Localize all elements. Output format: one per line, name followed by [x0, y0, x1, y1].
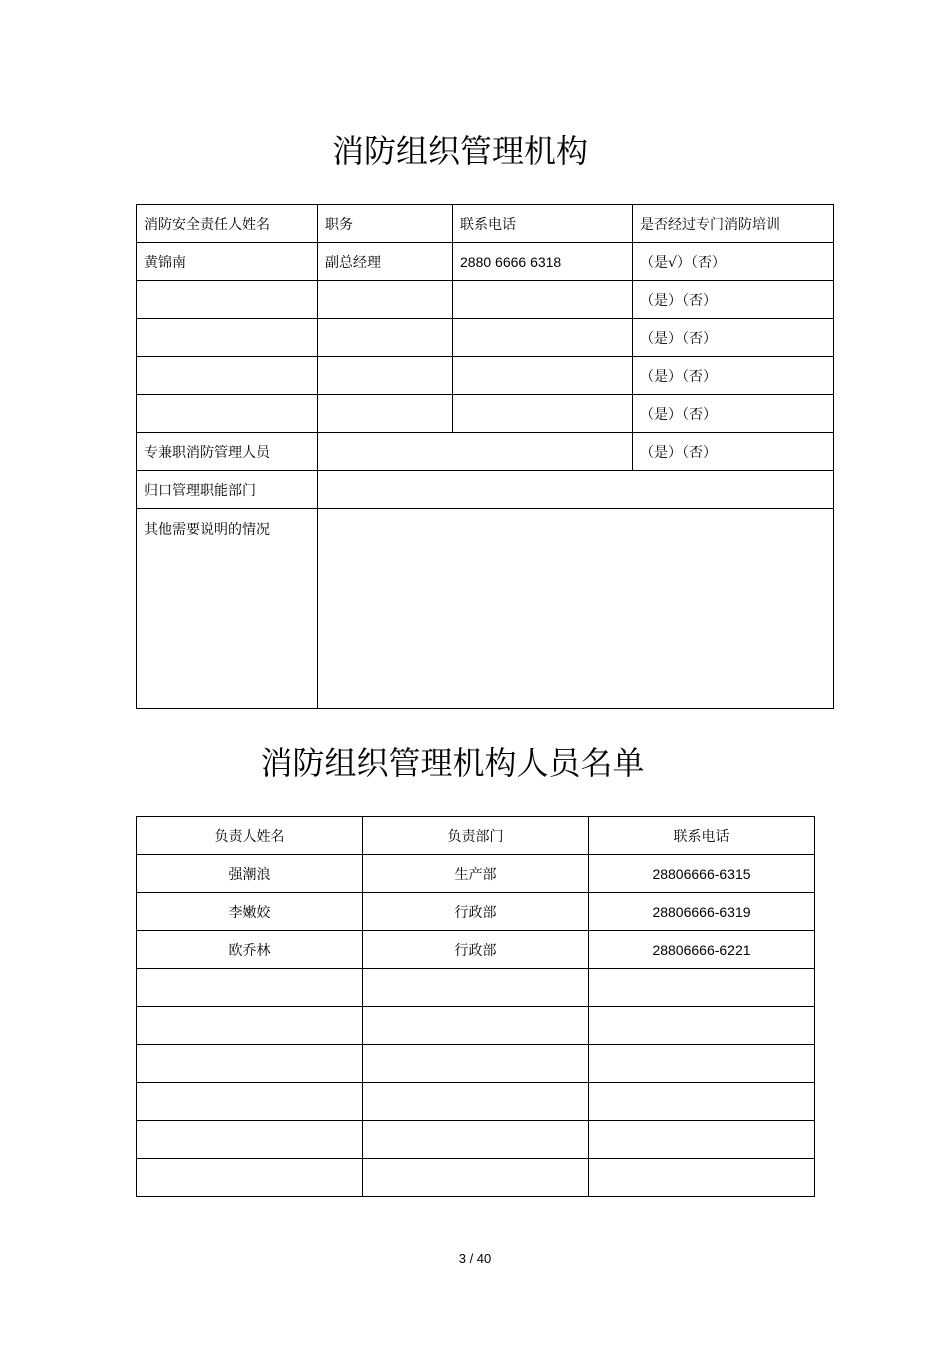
responsible-dept-value	[318, 471, 834, 509]
table-row	[137, 319, 834, 357]
table-cell	[453, 281, 633, 319]
fulltime-staff-value	[318, 433, 633, 471]
table-cell	[137, 1083, 363, 1121]
header-cell: 消防安全责任人姓名	[137, 205, 318, 243]
table-cell	[363, 1045, 589, 1083]
table-row	[137, 281, 834, 319]
header-cell: 联系电话	[589, 817, 815, 855]
fire-safety-org-table	[136, 204, 834, 709]
responsible-dept-row	[137, 471, 834, 509]
table-row	[137, 1121, 815, 1159]
table-row	[137, 1007, 815, 1045]
table-cell	[137, 319, 318, 357]
table-cell: （是）（否）	[633, 395, 834, 433]
page-title: 消防组织管理机构	[331, 132, 588, 170]
table-cell: 欧乔林	[137, 931, 363, 969]
table-row	[137, 395, 834, 433]
header-cell: 联系电话	[453, 205, 633, 243]
header-cell: 负责人姓名	[137, 817, 363, 855]
table-cell: 28806666-6319	[589, 893, 815, 931]
table-cell	[363, 1121, 589, 1159]
table-row	[137, 1159, 815, 1197]
table-row	[137, 969, 815, 1007]
table-row	[137, 855, 815, 893]
table-cell	[137, 281, 318, 319]
table-cell	[363, 1159, 589, 1197]
table-cell	[318, 281, 453, 319]
table-cell	[589, 1121, 815, 1159]
table-cell	[589, 1159, 815, 1197]
table-cell: （是）（否）	[633, 357, 834, 395]
table-header-row	[137, 817, 815, 855]
table-cell: 副总经理	[318, 243, 453, 281]
table-cell: 2880 6666 6318	[453, 243, 633, 281]
other-notes-label: 其他需要说明的情况	[137, 509, 318, 709]
table-cell	[589, 969, 815, 1007]
personnel-list-table	[136, 816, 815, 1197]
table-cell: 行政部	[363, 931, 589, 969]
table-cell: 强潮浪	[137, 855, 363, 893]
table-cell	[363, 1083, 589, 1121]
page-number: 3 / 40	[458, 1251, 492, 1266]
table-cell: 行政部	[363, 893, 589, 931]
table-cell	[137, 969, 363, 1007]
table-cell	[318, 395, 453, 433]
table-cell	[137, 1121, 363, 1159]
fulltime-staff-row	[137, 433, 834, 471]
table-cell: 李嫩姣	[137, 893, 363, 931]
table-cell	[589, 1007, 815, 1045]
table-row	[137, 243, 834, 281]
table-row	[137, 1045, 815, 1083]
table-cell	[137, 1159, 363, 1197]
table-cell	[137, 395, 318, 433]
table-cell: 黄锦南	[137, 243, 318, 281]
table-cell: 28806666-6315	[589, 855, 815, 893]
table-cell	[453, 357, 633, 395]
table-header-row	[137, 205, 834, 243]
table-row	[137, 931, 815, 969]
fulltime-staff-label: 专兼职消防管理人员	[137, 433, 318, 471]
header-cell: 职务	[318, 205, 453, 243]
table-cell	[318, 319, 453, 357]
table-cell	[589, 1045, 815, 1083]
table-cell	[137, 1045, 363, 1083]
table-row	[137, 1083, 815, 1121]
header-cell: 负责部门	[363, 817, 589, 855]
table-cell: 28806666-6221	[589, 931, 815, 969]
table-cell	[137, 357, 318, 395]
table-cell: （是√）（否）	[633, 243, 834, 281]
responsible-dept-label: 归口管理职能部门	[137, 471, 318, 509]
table-cell	[363, 969, 589, 1007]
table-cell: （是）（否）	[633, 319, 834, 357]
header-cell: 是否经过专门消防培训	[633, 205, 834, 243]
other-notes-value	[318, 509, 834, 709]
table-row	[137, 357, 834, 395]
table-cell: 生产部	[363, 855, 589, 893]
table-cell	[453, 395, 633, 433]
section-title: 消防组织管理机构人员名单	[260, 744, 645, 782]
other-notes-row	[137, 509, 834, 709]
table-cell	[318, 357, 453, 395]
fulltime-staff-training: （是）（否）	[633, 433, 834, 471]
table-cell	[453, 319, 633, 357]
table-row	[137, 893, 815, 931]
table-cell: （是）（否）	[633, 281, 834, 319]
table-cell	[363, 1007, 589, 1045]
table-cell	[137, 1007, 363, 1045]
table-cell	[589, 1083, 815, 1121]
